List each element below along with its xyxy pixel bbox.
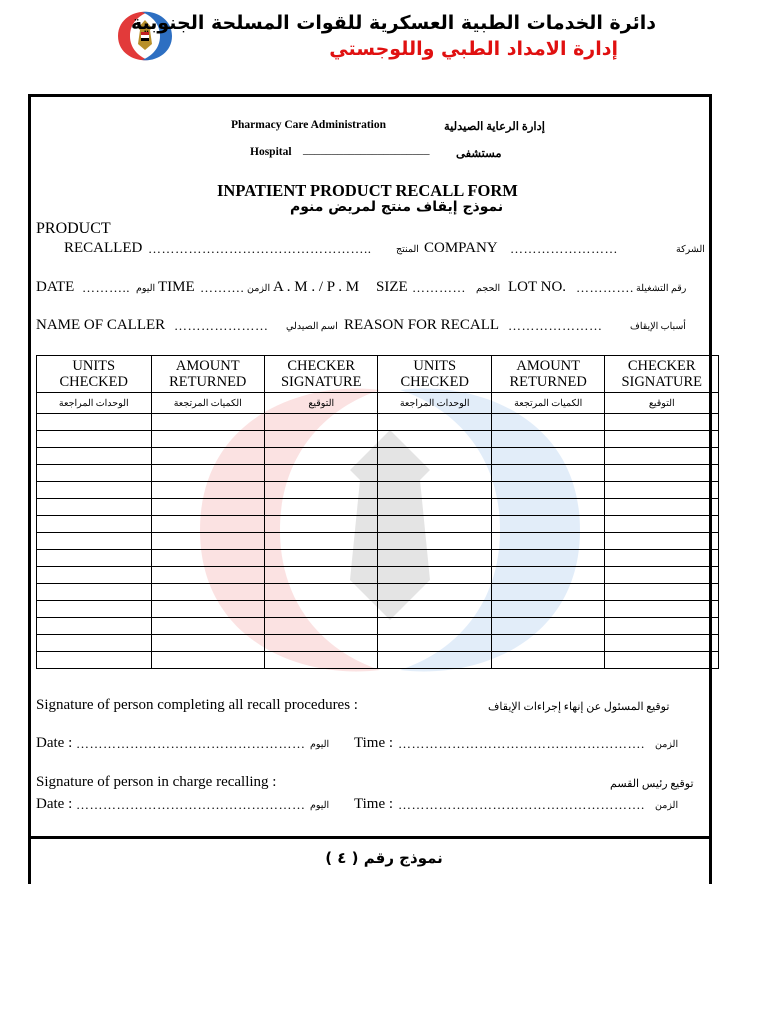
table-cell[interactable] <box>378 567 491 584</box>
table-cell[interactable] <box>491 618 604 635</box>
table-row <box>37 448 719 465</box>
table-cell[interactable] <box>264 584 377 601</box>
table-cell[interactable] <box>378 550 491 567</box>
col-units-checked-header: UNITS CHECKED <box>378 356 491 393</box>
table-row <box>37 635 719 652</box>
table-cell[interactable] <box>264 567 377 584</box>
table-cell[interactable] <box>37 465 152 482</box>
table-cell[interactable] <box>491 448 604 465</box>
caller-field[interactable]: ………………… <box>174 318 269 333</box>
date-label-1: Date : <box>36 735 73 751</box>
admin-name-en: Pharmacy Care Administration <box>231 119 387 131</box>
col-checker-signature-header: CHECKER SIGNATURE <box>605 356 719 393</box>
time-field-1[interactable]: ………………………………………………. <box>398 736 645 751</box>
time-label-ar-1: الزمن <box>655 740 679 750</box>
table-cell[interactable] <box>491 516 604 533</box>
table-cell[interactable] <box>264 414 377 431</box>
table-cell[interactable] <box>378 482 491 499</box>
table-cell[interactable] <box>151 618 264 635</box>
lot-field[interactable]: …………. <box>576 280 634 295</box>
table-cell[interactable] <box>605 448 719 465</box>
table-cell[interactable] <box>378 652 491 669</box>
table-cell[interactable] <box>37 635 152 652</box>
table-cell[interactable] <box>491 635 604 652</box>
col-checker-signature-header-ar: التوقيع <box>264 393 377 414</box>
caller-label-ar: اسم الصيدلي <box>286 322 338 332</box>
date-label: DATE <box>36 279 75 295</box>
table-cell[interactable] <box>491 431 604 448</box>
table-cell[interactable] <box>37 584 152 601</box>
table-cell[interactable] <box>378 601 491 618</box>
recalled-label: RECALLED <box>64 240 143 256</box>
table-cell[interactable] <box>264 652 377 669</box>
table-cell[interactable] <box>151 499 264 516</box>
table-cell[interactable] <box>605 482 719 499</box>
day-label-ar-2: اليوم <box>310 801 330 811</box>
table-cell[interactable] <box>605 533 719 550</box>
table-cell[interactable] <box>151 414 264 431</box>
date-field-2[interactable]: …………………………………………… <box>76 797 306 812</box>
table-cell[interactable] <box>491 499 604 516</box>
table-cell[interactable] <box>151 482 264 499</box>
col-amount-returned-header: AMOUNT RETURNED <box>491 356 604 393</box>
table-cell[interactable] <box>378 431 491 448</box>
reason-label: REASON FOR RECALL <box>344 317 500 333</box>
table-cell[interactable] <box>37 448 152 465</box>
company-label-ar: الشركة <box>676 245 705 255</box>
caller-label: NAME OF CALLER <box>36 317 166 333</box>
col-amount-returned-header-ar: الكميات المرتجعة <box>491 393 604 414</box>
table-cell[interactable] <box>151 567 264 584</box>
table-cell[interactable] <box>491 601 604 618</box>
form-title-ar: نموذج إيقاف منتج لمريض منوم <box>290 199 504 215</box>
table-cell[interactable] <box>37 618 152 635</box>
col-checker-signature-header: CHECKER SIGNATURE <box>264 356 377 393</box>
day-label-ar-1: اليوم <box>310 740 330 750</box>
completing-signature-label-ar: توقيع المسئول عن إنهاء إجراءات الإيقاف <box>488 701 670 713</box>
company-label: COMPANY <box>424 240 498 256</box>
hospital-label: Hospital <box>250 146 292 158</box>
lot-label-ar: رقم التشغيلة <box>636 284 687 294</box>
table-row <box>37 499 719 516</box>
col-units-checked-header-ar: الوحدات المراجعة <box>378 393 491 414</box>
table-cell[interactable] <box>264 499 377 516</box>
reason-label-ar: أسباب الإيقاف <box>630 322 686 332</box>
table-row <box>37 652 719 669</box>
table-row <box>37 584 719 601</box>
am-pm-option[interactable]: A . M . / P . M <box>273 279 360 295</box>
date-label-2: Date : <box>36 796 73 812</box>
org-title-arabic: دائرة الخدمات الطبية العسكرية للقوات المسلحة الجنوبية <box>130 12 656 34</box>
table-cell[interactable] <box>151 448 264 465</box>
size-field[interactable]: ………… <box>412 280 466 295</box>
form-number: نموذج رقم ( ٤ ) <box>325 849 443 867</box>
table-row <box>37 618 719 635</box>
time-label-ar-2: الزمن <box>655 801 679 811</box>
table-cell[interactable] <box>605 652 719 669</box>
table-cell[interactable] <box>605 431 719 448</box>
table-cell[interactable] <box>491 584 604 601</box>
table-cell[interactable] <box>605 414 719 431</box>
table-cell[interactable] <box>605 550 719 567</box>
table-cell[interactable] <box>491 550 604 567</box>
table-cell[interactable] <box>37 652 152 669</box>
table-cell[interactable] <box>264 516 377 533</box>
table-row <box>37 414 719 431</box>
product-label-ar: المنتج <box>396 245 419 255</box>
time-field-2[interactable]: ………………………………………………. <box>398 797 645 812</box>
completing-signature-label: Signature of person completing all recall procedures : <box>36 697 358 713</box>
footer-divider <box>28 836 712 839</box>
table-cell[interactable] <box>37 601 152 618</box>
table-cell[interactable] <box>264 448 377 465</box>
table-row <box>37 482 719 499</box>
table-cell[interactable] <box>37 516 152 533</box>
table-header-row <box>37 356 719 393</box>
table-cell[interactable] <box>151 516 264 533</box>
col-amount-returned-header-ar: الكميات المرتجعة <box>151 393 264 414</box>
time-field[interactable]: ………. <box>200 280 245 295</box>
table-cell[interactable] <box>264 431 377 448</box>
table-cell[interactable] <box>378 635 491 652</box>
hospital-field[interactable]: ______________________ <box>303 144 430 156</box>
size-label: SIZE <box>376 279 408 295</box>
day-label-ar: اليوم <box>136 284 156 294</box>
table-row <box>37 601 719 618</box>
table-row <box>37 533 719 550</box>
table-cell[interactable] <box>605 584 719 601</box>
dept-title-arabic: إدارة الامداد الطبي واللوجستي <box>329 38 618 60</box>
table-cell[interactable] <box>605 567 719 584</box>
table-cell[interactable] <box>491 414 604 431</box>
table-cell[interactable] <box>264 482 377 499</box>
table-cell[interactable] <box>151 550 264 567</box>
table-cell[interactable] <box>491 533 604 550</box>
table-cell[interactable] <box>151 635 264 652</box>
col-units-checked-header: UNITS CHECKED <box>37 356 152 393</box>
time-label-1: Time : <box>354 735 394 751</box>
table-cell[interactable] <box>37 533 152 550</box>
table-cell[interactable] <box>264 618 377 635</box>
product-label: PRODUCT <box>36 220 111 237</box>
date-field[interactable]: ……….. <box>82 280 130 295</box>
table-cell[interactable] <box>151 652 264 669</box>
form-title: INPATIENT PRODUCT RECALL FORM <box>217 181 518 200</box>
table-cell[interactable] <box>605 465 719 482</box>
hospital-label-ar: مستشفى <box>456 148 502 160</box>
table-cell[interactable] <box>37 482 152 499</box>
table-cell[interactable] <box>264 465 377 482</box>
time-label: TIME <box>158 279 195 295</box>
reason-field[interactable]: ………………… <box>508 318 603 333</box>
table-cell[interactable] <box>378 516 491 533</box>
table-cell[interactable] <box>378 465 491 482</box>
table-cell[interactable] <box>151 533 264 550</box>
table-cell[interactable] <box>378 414 491 431</box>
table-cell[interactable] <box>378 618 491 635</box>
table-cell[interactable] <box>491 567 604 584</box>
col-units-checked-header-ar: الوحدات المراجعة <box>37 393 152 414</box>
table-cell[interactable] <box>37 499 152 516</box>
table-cell[interactable] <box>37 567 152 584</box>
table-cell[interactable] <box>491 652 604 669</box>
table-header-row-ar <box>37 393 719 414</box>
table-row <box>37 550 719 567</box>
recall-table <box>36 355 719 669</box>
table-cell[interactable] <box>264 550 377 567</box>
table-cell[interactable] <box>37 431 152 448</box>
table-row <box>37 567 719 584</box>
table-cell[interactable] <box>264 635 377 652</box>
recalled-field[interactable]: ………………………………………….. <box>148 241 372 256</box>
table-cell[interactable] <box>491 465 604 482</box>
table-cell[interactable] <box>605 499 719 516</box>
time-label-2: Time : <box>354 796 394 812</box>
table-cell[interactable] <box>151 465 264 482</box>
table-cell[interactable] <box>151 431 264 448</box>
col-amount-returned-header: AMOUNT RETURNED <box>151 356 264 393</box>
table-cell[interactable] <box>378 448 491 465</box>
table-cell[interactable] <box>605 601 719 618</box>
table-cell[interactable] <box>37 414 152 431</box>
table-cell[interactable] <box>264 601 377 618</box>
table-row <box>37 431 719 448</box>
time-label-ar: الزمن <box>247 284 271 294</box>
table-cell[interactable] <box>378 499 491 516</box>
table-cell[interactable] <box>378 584 491 601</box>
col-checker-signature-header-ar: التوقيع <box>605 393 719 414</box>
table-cell[interactable] <box>151 584 264 601</box>
date-field-1[interactable]: …………………………………………… <box>76 736 306 751</box>
table-cell[interactable] <box>605 516 719 533</box>
table-cell[interactable] <box>264 533 377 550</box>
table-cell[interactable] <box>151 601 264 618</box>
admin-name-ar: إدارة الرعاية الصيدلية <box>444 121 545 133</box>
table-row <box>37 516 719 533</box>
table-cell[interactable] <box>491 482 604 499</box>
table-cell[interactable] <box>605 635 719 652</box>
lot-label: LOT NO. <box>508 279 567 295</box>
table-row <box>37 465 719 482</box>
size-label-ar: الحجم <box>476 284 501 294</box>
charge-signature-label-ar: توقيع رئيس القسم <box>610 778 694 790</box>
table-cell[interactable] <box>37 550 152 567</box>
table-cell[interactable] <box>378 533 491 550</box>
charge-signature-label: Signature of person in charge recalling : <box>36 774 277 790</box>
company-field[interactable]: …………………… <box>510 241 618 256</box>
table-cell[interactable] <box>605 618 719 635</box>
